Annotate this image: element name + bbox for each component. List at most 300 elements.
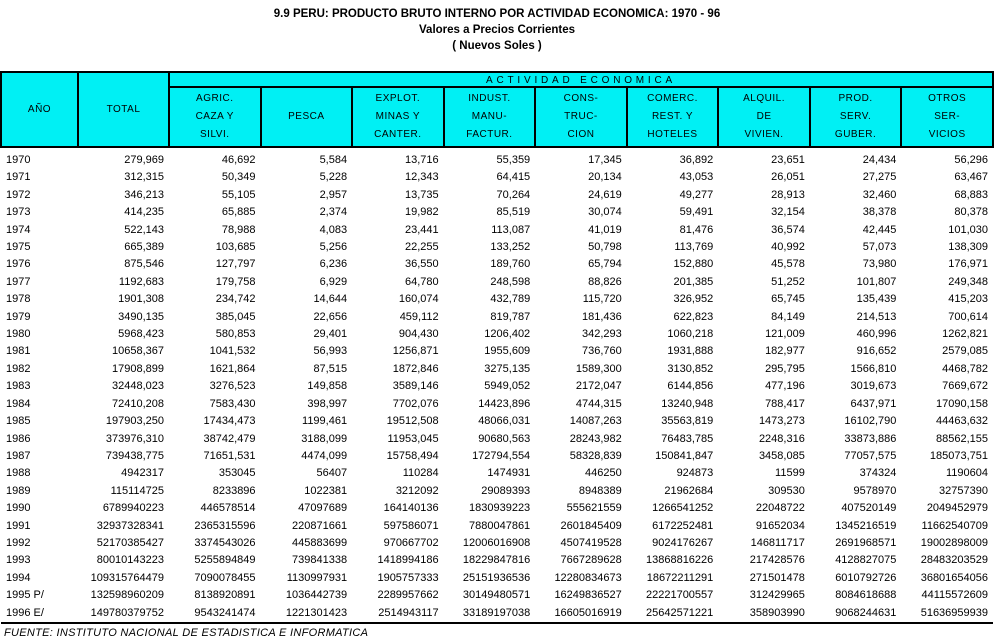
col-header-line: PESCA — [288, 111, 325, 122]
value-cell: 1566,810 — [850, 362, 897, 375]
value-cell: 47097689 — [298, 502, 348, 515]
value-cell: 32757390 — [939, 484, 988, 497]
value-cell: 665,389 — [124, 241, 164, 254]
value-cell: 17,345 — [588, 154, 622, 166]
table-row — [1, 570, 993, 587]
table-row — [1, 483, 993, 500]
value-cell: 445883699 — [292, 536, 348, 549]
year-cell: 1976 — [6, 258, 31, 271]
table-row — [1, 448, 993, 465]
value-cell: 2365315596 — [194, 519, 256, 532]
value-cell: 1345216519 — [835, 519, 897, 532]
value-cell: 90680,563 — [478, 432, 531, 445]
value-cell: 64,780 — [404, 275, 439, 288]
value-cell: 40,992 — [771, 241, 805, 254]
value-cell: 24,619 — [588, 188, 622, 201]
col-header-line: GUBER. — [834, 129, 877, 140]
value-cell: 33873,886 — [844, 432, 897, 445]
value-cell: 15758,494 — [386, 449, 439, 462]
source-note: FUENTE: INSTITUTO NACIONAL DE ESTADISTICA E INFORMATICA — [4, 626, 369, 639]
value-cell: 4507419528 — [560, 536, 622, 549]
value-cell: 26,051 — [771, 171, 805, 184]
table-row — [1, 256, 993, 273]
col-header-line: EXPLOT. — [375, 93, 421, 104]
value-cell: 52170385427 — [96, 536, 164, 549]
value-cell: 49,277 — [679, 188, 714, 201]
value-cell: 29089393 — [481, 484, 531, 497]
value-cell: 3130,852 — [667, 362, 714, 375]
table-row — [1, 169, 993, 186]
value-cell: 3212092 — [395, 484, 439, 497]
value-cell: 19,982 — [404, 206, 439, 219]
col-header-line: OTROS — [928, 93, 967, 104]
value-cell: 1262,821 — [942, 328, 988, 341]
col-header-line: MINAS Y — [375, 111, 421, 122]
value-cell: 446250 — [585, 467, 622, 480]
value-cell: 3490,135 — [118, 310, 164, 323]
value-cell: 149780379752 — [78, 605, 169, 623]
value-cell: 18229847816 — [462, 554, 531, 567]
value-cell: 17434,473 — [203, 415, 256, 428]
value-cell: 8233896 — [212, 484, 256, 497]
year-cell: 1986 — [6, 432, 31, 445]
gdp-by-activity-table — [0, 71, 994, 624]
value-cell: 14423,896 — [478, 397, 531, 410]
value-cell: 2514943117 — [352, 605, 444, 623]
value-cell: 358903990 — [718, 605, 810, 623]
value-cell: 1256,871 — [392, 345, 439, 358]
value-cell: 2172,047 — [575, 380, 622, 393]
value-cell: 101,030 — [948, 223, 988, 236]
value-cell: 5255894849 — [194, 554, 256, 567]
value-cell: 214,513 — [856, 310, 897, 323]
value-cell: 19002898009 — [920, 536, 988, 549]
col-header-pesca — [261, 87, 353, 147]
value-cell: 3019,673 — [850, 380, 897, 393]
year-cell: 1983 — [6, 380, 31, 393]
value-cell: 189,760 — [490, 258, 531, 271]
col-header-line: TRUC- — [564, 111, 598, 122]
value-cell: 217428576 — [749, 554, 805, 567]
value-cell: 51636959939 — [901, 605, 993, 623]
value-cell: 3276,523 — [209, 380, 256, 393]
value-cell: 16102,790 — [844, 415, 897, 428]
value-cell: 2,374 — [319, 206, 348, 219]
year-cell: 1972 — [6, 188, 31, 201]
value-cell: 22,255 — [404, 241, 439, 254]
value-cell: 28,913 — [771, 188, 805, 201]
value-cell: 924873 — [676, 467, 714, 480]
col-header-line — [262, 90, 352, 108]
value-cell: 7583,430 — [209, 397, 256, 410]
value-cell: 415,203 — [948, 293, 988, 306]
value-cell: 6789940223 — [102, 502, 164, 515]
table-body — [1, 147, 993, 623]
value-cell: 970667702 — [383, 536, 439, 549]
value-cell: 904,430 — [398, 328, 439, 341]
value-cell: 16605016919 — [535, 605, 627, 623]
value-cell: 407520149 — [841, 502, 897, 515]
col-header-line: PROD. — [838, 93, 873, 104]
value-cell: 1901,308 — [118, 293, 164, 306]
value-cell: 4942317 — [121, 467, 164, 480]
table-row — [1, 343, 993, 360]
value-cell: 19512,508 — [386, 415, 439, 428]
value-cell: 312,315 — [124, 171, 164, 184]
year-cell: 1996 E/ — [1, 605, 78, 623]
value-cell: 160,074 — [398, 293, 439, 306]
value-cell: 127,797 — [215, 258, 256, 271]
col-header-line: REST. Y — [651, 111, 694, 122]
value-cell: 176,971 — [948, 258, 988, 271]
value-cell: 46,692 — [221, 154, 256, 166]
value-cell: 42,445 — [862, 223, 897, 236]
value-cell: 44115572609 — [921, 589, 988, 602]
value-cell: 150841,847 — [655, 449, 714, 462]
value-cell: 73,980 — [862, 258, 897, 271]
value-cell: 78,988 — [221, 223, 256, 236]
value-cell: 33189197038 — [444, 605, 536, 623]
table-row — [1, 361, 993, 378]
report-title: 9.9 PERU: PRODUCTO BRUTO INTERNO POR ACTIVIDAD ECONOMICA: 1970 - 96 — [273, 8, 721, 20]
value-cell: 56407 — [316, 467, 348, 480]
value-cell: 1060,218 — [667, 328, 714, 341]
value-cell: 5,256 — [319, 241, 348, 254]
table-row — [1, 605, 993, 623]
col-header-line: ALQUIL. — [743, 93, 785, 104]
value-cell: 373976,310 — [105, 432, 164, 445]
value-cell: 8138920891 — [194, 589, 256, 602]
value-cell: 736,760 — [581, 345, 622, 358]
value-cell: 459,112 — [399, 310, 439, 323]
value-cell: 25642571221 — [627, 605, 719, 623]
value-cell: 739841338 — [292, 554, 348, 567]
value-cell: 201,385 — [673, 275, 714, 288]
value-cell: 63,467 — [954, 171, 988, 184]
value-cell: 398,997 — [307, 397, 348, 410]
value-cell: 248,598 — [490, 275, 531, 288]
value-cell: 6144,856 — [667, 380, 714, 393]
value-cell: 522,143 — [124, 223, 164, 236]
value-cell: 6,236 — [319, 258, 348, 271]
value-cell: 113,769 — [674, 241, 714, 254]
value-cell: 7667289628 — [560, 554, 622, 567]
value-cell: 1206,402 — [484, 328, 531, 341]
value-cell: 14,644 — [313, 293, 348, 306]
year-cell: 1973 — [6, 206, 31, 219]
value-cell: 312429965 — [749, 589, 805, 602]
value-cell: 6,929 — [319, 275, 348, 288]
value-cell: 84,149 — [771, 310, 805, 323]
table-row — [1, 274, 993, 291]
value-cell: 788,417 — [765, 397, 805, 410]
value-cell: 10658,367 — [112, 345, 164, 358]
value-cell: 1199,461 — [302, 415, 348, 428]
value-cell: 2601845409 — [560, 519, 622, 532]
value-cell: 9068244631 — [810, 605, 902, 623]
value-cell: 597586071 — [383, 519, 439, 532]
value-cell: 81,476 — [679, 223, 714, 236]
value-cell: 24,434 — [862, 154, 897, 166]
value-cell: 700,614 — [948, 310, 988, 323]
col-header-line: CAZA Y — [195, 111, 234, 122]
value-cell: 3275,135 — [484, 362, 531, 375]
value-cell: 80010143223 — [96, 554, 164, 567]
value-cell: 9578970 — [853, 484, 897, 497]
activity-band-header: ACTIVIDAD ECONOMICA — [169, 72, 993, 87]
value-cell: 30,074 — [588, 206, 622, 219]
value-cell: 5968,423 — [118, 328, 164, 341]
col-header-comerc-rest-hoteles — [627, 87, 719, 147]
value-cell: 110284 — [402, 467, 439, 480]
year-cell: 1974 — [6, 223, 31, 236]
year-cell: 1971 — [6, 171, 31, 184]
value-cell: 43,053 — [679, 171, 714, 184]
value-cell: 8948389 — [578, 484, 622, 497]
year-cell: 1981 — [6, 345, 31, 358]
value-cell: 17908,899 — [112, 362, 164, 375]
value-cell: 9024176267 — [652, 536, 714, 549]
value-cell: 309530 — [768, 484, 805, 497]
value-cell: 1022381 — [304, 484, 348, 497]
value-cell: 7702,076 — [392, 397, 439, 410]
col-header-line: CION — [567, 129, 595, 140]
value-cell: 65,745 — [771, 293, 805, 306]
value-cell: 65,794 — [588, 258, 622, 271]
value-cell: 22048722 — [755, 502, 805, 515]
col-header-line — [262, 126, 352, 144]
value-cell: 875,546 — [124, 258, 164, 271]
table-row — [1, 518, 993, 535]
value-cell: 4,083 — [319, 223, 348, 236]
value-cell: 7880047861 — [469, 519, 531, 532]
value-cell: 13,735 — [404, 188, 439, 201]
value-cell: 23,441 — [404, 223, 439, 236]
col-header-ano: AÑO — [1, 72, 78, 147]
value-cell: 374324 — [859, 467, 897, 480]
value-cell: 185073,751 — [929, 449, 988, 462]
value-cell: 326,952 — [673, 293, 714, 306]
table-row — [1, 204, 993, 221]
value-cell: 353045 — [218, 467, 256, 480]
value-cell: 36801654056 — [920, 571, 988, 584]
col-header-line: DE — [756, 111, 772, 122]
value-cell: 36,892 — [679, 154, 714, 166]
value-cell: 36,550 — [404, 258, 439, 271]
value-cell: 819,787 — [490, 310, 531, 323]
value-cell: 12280834673 — [554, 571, 622, 584]
value-cell: 172794,554 — [472, 449, 531, 462]
value-cell: 17090,158 — [936, 397, 988, 410]
value-cell: 164140136 — [383, 502, 439, 515]
value-cell: 22221700557 — [645, 589, 714, 602]
value-cell: 14087,263 — [569, 415, 622, 428]
value-cell: 121,009 — [765, 328, 805, 341]
value-cell: 59,491 — [679, 206, 714, 219]
value-cell: 4474,099 — [301, 449, 348, 462]
col-header-total: TOTAL — [78, 72, 169, 147]
value-cell: 555621559 — [566, 502, 622, 515]
value-cell: 12006016908 — [462, 536, 531, 549]
col-header-line: HOTELES — [647, 129, 698, 140]
value-cell: 220871661 — [292, 519, 348, 532]
value-cell: 88562,155 — [936, 432, 988, 445]
value-cell: 11599 — [775, 467, 805, 480]
value-cell: 71651,531 — [203, 449, 256, 462]
value-cell: 50,349 — [221, 171, 256, 184]
value-cell: 11662540709 — [921, 519, 988, 532]
value-cell: 279,969 — [124, 154, 164, 166]
value-cell: 88,826 — [588, 275, 622, 288]
col-header-otros-servicios — [901, 87, 993, 147]
year-cell: 1978 — [6, 293, 31, 306]
value-cell: 101,807 — [856, 275, 897, 288]
value-cell: 6437,971 — [850, 397, 897, 410]
value-cell: 477,196 — [765, 380, 805, 393]
col-header-indust-manufactur — [444, 87, 536, 147]
col-header-line: COMERC. — [647, 93, 698, 104]
table-row — [1, 222, 993, 239]
value-cell: 2,957 — [319, 188, 348, 201]
value-cell: 1905757333 — [377, 571, 439, 584]
value-cell: 5949,052 — [484, 380, 531, 393]
value-cell: 342,293 — [581, 328, 622, 341]
value-cell: 6172252481 — [652, 519, 714, 532]
value-cell: 179,758 — [215, 275, 256, 288]
value-cell: 70,264 — [496, 188, 531, 201]
value-cell: 12,343 — [404, 171, 439, 184]
value-cell: 5,228 — [319, 171, 348, 184]
value-cell: 4468,782 — [942, 362, 988, 375]
value-cell: 30149480571 — [462, 589, 531, 602]
value-cell: 132598960209 — [90, 589, 164, 602]
value-cell: 85,519 — [496, 206, 531, 219]
value-cell: 271501478 — [749, 571, 805, 584]
value-cell: 1192,683 — [118, 275, 164, 288]
value-cell: 115114725 — [110, 484, 164, 497]
value-cell: 6010792726 — [835, 571, 897, 584]
value-cell: 113,087 — [491, 223, 531, 236]
value-cell: 27,275 — [862, 171, 897, 184]
table-row — [1, 535, 993, 552]
col-header-line: AGRIC. — [196, 93, 234, 104]
table-row — [1, 326, 993, 343]
value-cell: 739438,775 — [105, 449, 164, 462]
col-header-line: INDUST. — [468, 93, 511, 104]
value-cell: 249,348 — [948, 275, 988, 288]
value-cell: 41,019 — [588, 223, 622, 236]
col-header-alquil-de-vivien — [718, 87, 810, 147]
value-cell: 13868816226 — [645, 554, 714, 567]
year-cell: 1984 — [6, 397, 31, 410]
report-subtitle: Valores a Precios Corrientes — [419, 24, 575, 36]
table-row — [1, 309, 993, 326]
value-cell: 28483203529 — [920, 554, 988, 567]
value-cell: 44463,632 — [936, 415, 988, 428]
value-cell: 77057,575 — [844, 449, 897, 462]
report-unit-label: ( Nuevos Soles ) — [452, 40, 542, 52]
table-row — [1, 465, 993, 482]
value-cell: 3374543026 — [194, 536, 256, 549]
value-cell: 65,885 — [221, 206, 256, 219]
value-cell: 1621,864 — [209, 362, 256, 375]
value-cell: 1041,532 — [209, 345, 256, 358]
value-cell: 50,798 — [588, 241, 622, 254]
value-cell: 29,401 — [313, 328, 348, 341]
value-cell: 57,073 — [862, 241, 897, 254]
value-cell: 152,880 — [673, 258, 714, 271]
col-header-construccion — [535, 87, 627, 147]
value-cell: 3458,085 — [758, 449, 805, 462]
value-cell: 2049452979 — [926, 502, 988, 515]
value-cell: 115,720 — [582, 293, 622, 306]
value-cell: 1473,273 — [758, 415, 805, 428]
value-cell: 146811717 — [750, 536, 805, 549]
value-cell: 3589,146 — [392, 380, 439, 393]
value-cell: 2691968571 — [835, 536, 897, 549]
value-cell: 18672211291 — [646, 571, 714, 584]
value-cell: 295,795 — [765, 362, 805, 375]
value-cell: 7669,672 — [942, 380, 988, 393]
table-row — [1, 396, 993, 413]
col-header-line: VIVIEN. — [744, 129, 784, 140]
col-header-line: MANU- — [471, 111, 508, 122]
value-cell: 1036442739 — [285, 589, 348, 602]
value-cell: 23,651 — [771, 154, 805, 166]
value-cell: 58328,839 — [569, 449, 622, 462]
table-row — [1, 413, 993, 430]
value-cell: 48066,031 — [478, 415, 531, 428]
col-header-prod-serv-guber — [810, 87, 902, 147]
value-cell: 21962684 — [664, 484, 714, 497]
col-header-line: VICIOS — [928, 129, 966, 140]
value-cell: 622,823 — [673, 310, 714, 323]
value-cell: 20,134 — [588, 171, 622, 184]
year-cell: 1982 — [6, 362, 31, 375]
table-row — [1, 431, 993, 448]
value-cell: 8084618688 — [835, 589, 897, 602]
year-cell: 1985 — [6, 415, 31, 428]
value-cell: 80,378 — [954, 206, 988, 219]
value-cell: 64,415 — [496, 171, 531, 184]
value-cell: 1418994186 — [377, 554, 439, 567]
year-cell: 1994 — [6, 571, 31, 584]
value-cell: 460,996 — [856, 328, 897, 341]
value-cell: 149,858 — [307, 380, 348, 393]
value-cell: 32,460 — [862, 188, 897, 201]
value-cell: 5,584 — [319, 154, 348, 166]
table-row — [1, 500, 993, 517]
value-cell: 51,252 — [771, 275, 805, 288]
value-cell: 4128827075 — [835, 554, 897, 567]
value-cell: 580,853 — [215, 328, 256, 341]
value-cell: 182,977 — [765, 345, 805, 358]
value-cell: 1130997931 — [286, 571, 348, 584]
year-cell: 1995 P/ — [6, 589, 44, 602]
year-cell: 1988 — [6, 467, 31, 480]
value-cell: 1955,609 — [484, 345, 531, 358]
col-header-line: SILVI. — [200, 129, 230, 140]
value-cell: 414,235 — [124, 206, 164, 219]
table-row — [1, 239, 993, 256]
value-cell: 38,378 — [862, 206, 897, 219]
value-cell: 2579,085 — [942, 345, 988, 358]
value-cell: 32448,023 — [112, 380, 164, 393]
year-cell: 1980 — [6, 328, 31, 341]
col-header-line: CANTER. — [374, 129, 422, 140]
year-cell: 1991 — [6, 519, 31, 532]
value-cell: 7090078455 — [194, 571, 256, 584]
